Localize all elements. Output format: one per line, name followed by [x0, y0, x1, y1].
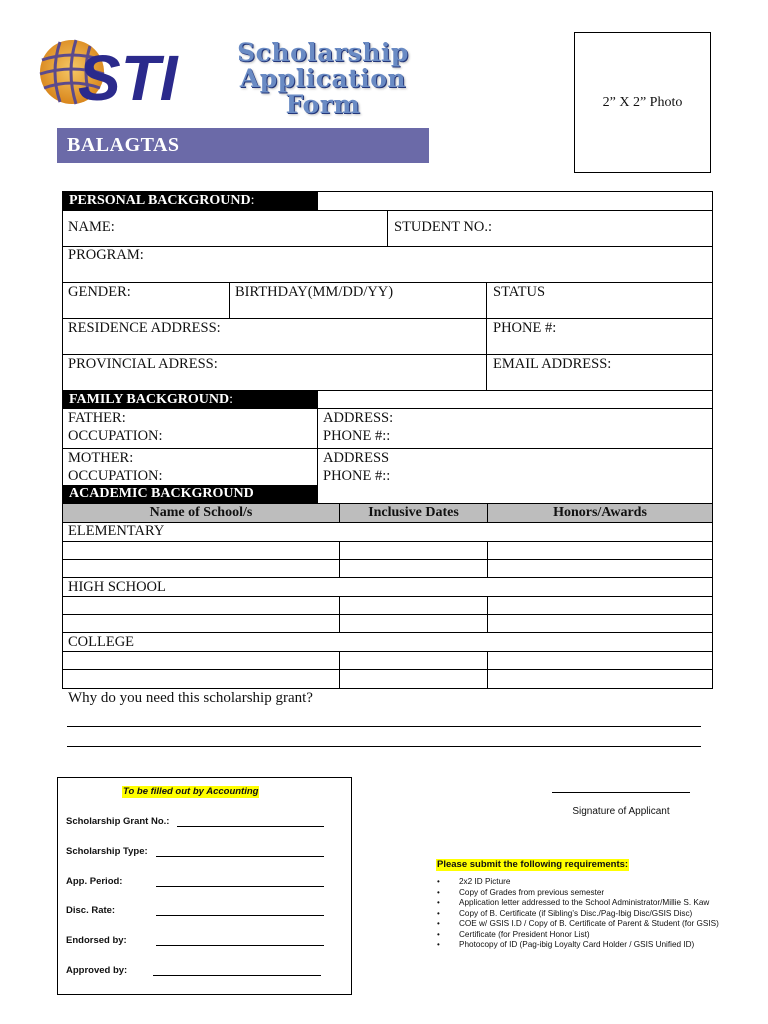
grant-question: Why do you need this scholarship grant? [68, 690, 313, 706]
level-label-elementary: ELEMENTARY [68, 523, 165, 539]
program-field[interactable]: PROGRAM: [68, 247, 144, 263]
mother-field[interactable]: MOTHER: [68, 450, 134, 466]
father-field[interactable]: FATHER: [68, 410, 126, 426]
mother-phone-field[interactable]: PHONE #:: [323, 468, 391, 484]
level-label-high-school: HIGH SCHOOL [68, 579, 166, 595]
list-item: • COE w/ GSIS I.D / Copy of B. Certificate of Parent & Student (for GSIS) [436, 919, 736, 930]
birthday-field[interactable]: BIRTHDAY(MM/DD/YY) [235, 284, 394, 300]
mother-address-field[interactable]: ADDRESS [323, 450, 390, 466]
column-header-honors: Honors/Awards [488, 504, 712, 522]
accounting-box [57, 777, 352, 995]
form-title-line: Application [239, 64, 407, 93]
disc-rate-label: Disc. Rate: [66, 905, 116, 916]
sti-logo [36, 30, 194, 116]
photo-label: 2” X 2” Photo [602, 94, 683, 110]
approved-by-line[interactable] [153, 975, 321, 976]
level-label-college: COLLEGE [68, 634, 135, 650]
scholarship-type-label: Scholarship Type: [66, 846, 148, 857]
residence-address-field[interactable]: RESIDENCE ADDRESS: [68, 320, 221, 336]
logo-text: STI [78, 42, 178, 114]
approved-by-label: Approved by: [66, 965, 128, 976]
app-period-line[interactable] [156, 886, 324, 887]
gender-field[interactable]: GENDER: [68, 284, 131, 300]
email-address-field[interactable]: EMAIL ADDRESS: [493, 356, 612, 372]
form-title [212, 40, 434, 118]
campus-banner: BALAGTAS [57, 128, 429, 163]
disc-rate-line[interactable] [156, 915, 324, 916]
list-item: • Application letter addressed to the School Administrator/Millie S. Kaw [436, 898, 736, 909]
father-occupation-field[interactable]: OCCUPATION: [68, 428, 163, 444]
provincial-address-field[interactable]: PROVINCIAL ADRESS: [68, 356, 218, 372]
requirements-list [436, 877, 736, 951]
student-no-field[interactable]: STUDENT NO.: [394, 219, 493, 235]
accounting-title: To be filled out by Accounting [123, 786, 259, 797]
answer-line[interactable] [67, 726, 701, 727]
form-title-line: Scholarship [237, 38, 409, 67]
requirements-title: Please submit the following requirements: [437, 859, 629, 870]
list-item: • Copy of Grades from previous semester [436, 888, 736, 899]
mother-occupation-field[interactable]: OCCUPATION: [68, 468, 163, 484]
list-item: • 2x2 ID Picture [436, 877, 736, 888]
photo-box[interactable] [574, 32, 711, 173]
app-period-label: App. Period: [66, 876, 123, 887]
status-field[interactable]: STATUS [493, 284, 546, 300]
endorsed-by-line[interactable] [156, 945, 324, 946]
name-field[interactable]: NAME: [68, 219, 115, 235]
personal-background-heading: PERSONAL BACKGROUND: [63, 192, 318, 210]
column-header-dates: Inclusive Dates [340, 504, 487, 522]
answer-line[interactable] [67, 746, 701, 747]
father-address-field[interactable]: ADDRESS: [323, 410, 394, 426]
signature-line[interactable] [552, 792, 690, 793]
list-item: • Certificate (for President Honor List) [436, 930, 736, 941]
list-item: • Photocopy of ID (Pag-ibig Loyalty Card Holder / GSIS Unified ID) [436, 940, 736, 951]
application-grid [62, 191, 713, 689]
family-background-heading: FAMILY BACKGROUND: [63, 391, 318, 408]
column-header-school: Name of School/s [63, 504, 339, 522]
endorsed-by-label: Endorsed by: [66, 935, 127, 946]
form-title-line: Form [285, 90, 361, 119]
scholarship-type-line[interactable] [156, 856, 324, 857]
signature-label: Signature of Applicant [572, 806, 670, 817]
grant-no-label: Scholarship Grant No.: [66, 816, 170, 827]
father-phone-field[interactable]: PHONE #:: [323, 428, 391, 444]
list-item: • Copy of B. Certificate (if Sibling’s Disc./Pag-Ibig Disc/GSIS Disc) [436, 909, 736, 920]
grant-no-line[interactable] [177, 826, 324, 827]
phone-field[interactable]: PHONE #: [493, 320, 557, 336]
academic-background-heading: ACADEMIC BACKGROUND [63, 485, 318, 503]
